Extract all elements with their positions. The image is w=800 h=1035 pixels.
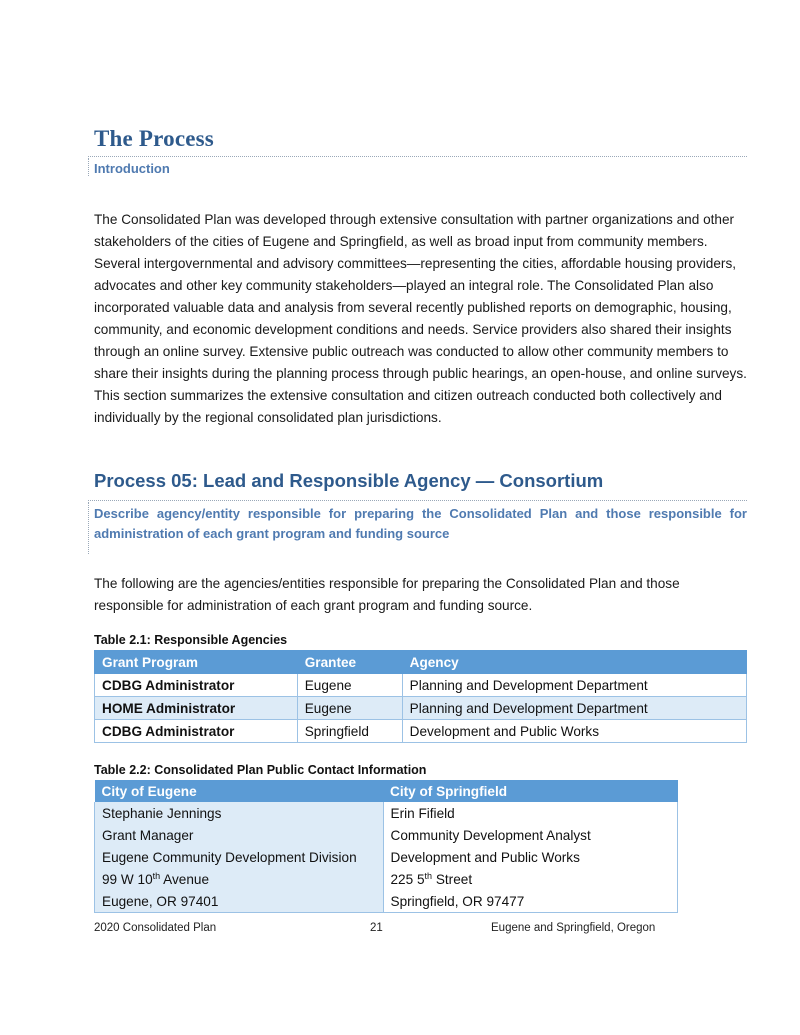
eugene-city-zip: Eugene, OR 97401 bbox=[95, 890, 384, 913]
ordinal-suffix: th bbox=[152, 870, 161, 881]
table-row bbox=[95, 890, 678, 913]
table-row bbox=[95, 824, 678, 846]
column-header: Agency bbox=[402, 651, 746, 674]
column-header: Grantee bbox=[297, 651, 402, 674]
title-divider bbox=[88, 156, 747, 157]
table-row bbox=[95, 697, 747, 720]
street-number: 225 5 bbox=[390, 871, 425, 887]
table-row bbox=[95, 868, 678, 890]
table-row bbox=[95, 720, 747, 743]
footer-document-title: 2020 Consolidated Plan bbox=[94, 922, 217, 934]
table2-caption: Table 2.2: Consolidated Plan Public Contact Information bbox=[94, 763, 427, 777]
table-header-row bbox=[95, 780, 678, 802]
springfield-contact-name: Erin Fifield bbox=[383, 802, 678, 824]
eugene-street-address bbox=[95, 868, 384, 890]
agency-cell: Planning and Development Department bbox=[402, 674, 746, 697]
footer-page-number: 21 bbox=[370, 922, 383, 934]
springfield-contact-title: Community Development Analyst bbox=[383, 824, 678, 846]
footer-jurisdiction: Eugene and Springfield, Oregon bbox=[491, 922, 656, 934]
agency-cell: Development and Public Works bbox=[402, 720, 746, 743]
agency-cell: Planning and Development Department bbox=[402, 697, 746, 720]
column-header: Grant Program bbox=[95, 651, 298, 674]
process05-heading: Process 05: Lead and Responsible Agency — Consortium bbox=[94, 470, 604, 491]
street-name: Avenue bbox=[160, 871, 210, 887]
table1-caption: Table 2.1: Responsible Agencies bbox=[94, 633, 288, 647]
springfield-division: Development and Public Works bbox=[383, 846, 678, 868]
responsible-agencies-table bbox=[94, 650, 747, 743]
table-header-row bbox=[95, 651, 747, 674]
public-contact-table bbox=[94, 780, 678, 913]
street-number: 99 W 10 bbox=[102, 871, 153, 887]
eugene-contact-title: Grant Manager bbox=[95, 824, 384, 846]
process05-prompt: Describe agency/entity responsible for preparing the Consolidated Plan and those responsible for administration of each grant program and funding source bbox=[94, 506, 747, 541]
grantee-cell: Springfield bbox=[297, 720, 402, 743]
section-title: The Process bbox=[94, 126, 214, 151]
table-row bbox=[95, 674, 747, 697]
intro-paragraph: The Consolidated Plan was developed through extensive consultation with partner organizations and other stakeholders of the cities of Eugene and Springfield, as well as broad input from community members. Several intergovernmental and advisory committees—representing the cities, affordable housing providers, advocates and other key community stakeholders—played an integral role. The Consolidated Plan also incorporated valuable data and analysis from several recently published reports on demographic, housing, community, and economic development conditions and needs. Service providers also shared their insights through an online survey. Extensive public outreach was conducted to allow other community members to share their insights during the planning process through public hearings, an open-house, and online surveys. This section summarizes the extensive consultation and citizen outreach conducted both collectively and individually by the regional consolidated plan jurisdictions. bbox=[94, 212, 747, 425]
grantee-cell: Eugene bbox=[297, 697, 402, 720]
grant-program-cell: CDBG Administrator bbox=[95, 720, 298, 743]
column-header: City of Springfield bbox=[383, 780, 678, 802]
process05-divider bbox=[88, 500, 747, 501]
eugene-contact-name: Stephanie Jennings bbox=[95, 802, 384, 824]
table-row bbox=[95, 846, 678, 868]
column-header: City of Eugene bbox=[95, 780, 384, 802]
ordinal-suffix: th bbox=[424, 870, 433, 881]
grantee-cell: Eugene bbox=[297, 674, 402, 697]
table-row bbox=[95, 802, 678, 824]
subtitle-marker bbox=[88, 158, 89, 176]
grant-program-cell: CDBG Administrator bbox=[95, 674, 298, 697]
prompt-marker bbox=[88, 502, 89, 554]
process05-paragraph: The following are the agencies/entities responsible for preparing the Consolidated Plan and those responsible for administration of each grant program and funding source. bbox=[94, 576, 680, 613]
springfield-city-zip: Springfield, OR 97477 bbox=[383, 890, 678, 913]
springfield-street-address bbox=[383, 868, 678, 890]
eugene-division: Eugene Community Development Division bbox=[95, 846, 384, 868]
grant-program-cell: HOME Administrator bbox=[95, 697, 298, 720]
section-subtitle: Introduction bbox=[94, 161, 170, 176]
street-name: Street bbox=[432, 871, 473, 887]
